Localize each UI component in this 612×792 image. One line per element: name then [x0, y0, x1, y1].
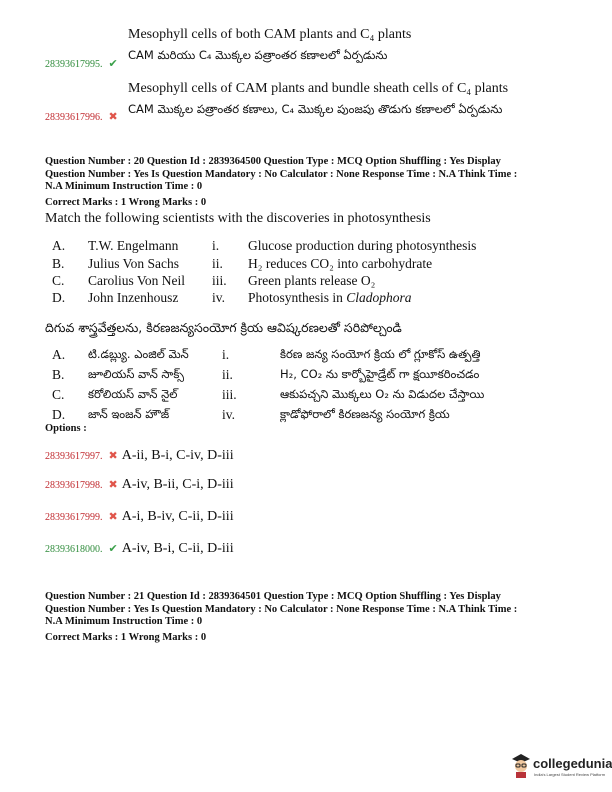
option-row[interactable] [45, 446, 234, 464]
match-row-en [52, 238, 65, 254]
options-label: Options : [45, 423, 87, 434]
row-numeral: iii. [222, 387, 237, 402]
prev-option-2-en: Mesophyll cells of CAM plants and bundle sheath cells of C₄ plants [128, 81, 509, 96]
q21-meta [45, 591, 517, 629]
row-numeral: i. [212, 238, 220, 253]
cross-icon: ✖ [108, 479, 118, 491]
row-scientist: T.W. Engelmann [88, 238, 179, 253]
q20-marks: Correct Marks : 1 Wrong Marks : 0 [45, 197, 207, 208]
q20-question-te: దిగువ శాస్త్రవేత్తలను, కిరణజన్యసంయోగ క్రియ ఆవిష్కరణలతో సరిపోల్చండి [45, 320, 402, 335]
row-scientist-te: జాన్ ఇంజన్ హౌజ్ [88, 407, 170, 421]
discovery-text: Photosynthesis in [248, 290, 347, 305]
q21-meta-line1: Question Number : 21 Question Id : 2839364501 Question Type : MCQ Option Shuffling : Yes Display [45, 591, 501, 602]
row-discovery: H₂ reduces CO₂ into carbohydrate [248, 256, 433, 271]
option-id: 28393617995. [45, 59, 103, 70]
collegedunia-logo [510, 750, 610, 784]
cross-icon: ✖ [108, 450, 118, 462]
option-row[interactable] [45, 507, 234, 525]
cross-icon: ✖ [108, 511, 118, 523]
row-letter: D. [52, 290, 66, 305]
discovery-italic: Cladophora [346, 290, 412, 305]
row-scientist: Carolius Von Neil [88, 273, 186, 288]
row-letter: A. [52, 238, 66, 253]
option-row[interactable] [45, 475, 234, 493]
q21-meta-line3: N.A Minimum Instruction Time : 0 [45, 616, 203, 627]
check-icon: ✔ [108, 58, 118, 70]
q21-marks: Correct Marks : 1 Wrong Marks : 0 [45, 632, 207, 643]
option-text: A-ii, B-i, C-iv, D-iii [121, 448, 234, 463]
row-letter: B. [52, 256, 65, 271]
row-numeral: iii. [212, 273, 227, 288]
row-letter: B. [52, 367, 65, 382]
cross-icon: ✖ [108, 111, 118, 123]
option-id: 28393617998. [45, 480, 103, 491]
row-scientist-te: జూలియస్ వాన్ సాక్స్ [88, 367, 185, 381]
option-text: A-iv, B-ii, C-i, D-iii [121, 477, 234, 492]
row-discovery: Green plants release O₂ [248, 273, 376, 288]
q20-meta-line2: Question Number : Yes Is Question Mandatory : No Calculator : None Response Time : N.A Think Time : [45, 168, 518, 180]
q20-meta-line3: N.A Minimum Instruction Time : 0 [45, 181, 203, 192]
row-discovery-te: ఆకుపచ్చని మొక్కలు O₂ ను విడుదల చేస్తాయి [280, 387, 485, 401]
row-scientist: Julius Von Sachs [88, 256, 180, 271]
row-discovery [248, 290, 412, 306]
row-scientist-te: కరోలియస్ వాన్ నైల్ [88, 387, 178, 401]
q20-question-en: Match the following scientists with the discoveries in photosynthesis [45, 211, 431, 226]
row-numeral: ii. [222, 367, 233, 382]
option-text: A-i, B-iv, C-ii, D-iii [121, 509, 234, 524]
row-discovery-te: క్లాడోఫోరాలో కిరణజన్య సంయోగ క్రియ [280, 407, 450, 421]
row-numeral: iv. [212, 290, 225, 305]
option-id: 28393617996. [45, 112, 103, 123]
prev-option-1-row [45, 54, 118, 72]
row-discovery: Glucose production during photosynthesis [248, 238, 477, 253]
row-discovery-te: కిరణ జన్య సంయోగ క్రియ లో గ్లూకోస్ ఉత్పత్తి [280, 347, 481, 361]
row-numeral: iv. [222, 407, 235, 422]
q20-meta-line1: Question Number : 20 Question Id : 2839364500 Question Type : MCQ Option Shuffling : Yes Display [45, 156, 501, 167]
row-letter: C. [52, 273, 65, 288]
prev-option-2-row [45, 107, 118, 125]
option-text: A-iv, B-i, C-ii, D-iii [121, 541, 234, 556]
option-id: 28393618000. [45, 544, 103, 555]
row-numeral: i. [222, 347, 230, 362]
prev-option-1-en: Mesophyll cells of both CAM plants and C₄ plants [128, 27, 412, 42]
row-scientist-te: టి.డబ్ల్యు. ఎంజిల్ మెన్ [88, 347, 189, 361]
option-row[interactable] [45, 539, 234, 557]
row-letter: C. [52, 387, 65, 402]
q20-meta [45, 156, 517, 194]
row-letter: A. [52, 347, 66, 362]
check-icon: ✔ [108, 543, 118, 555]
q21-meta-line2: Question Number : Yes Is Question Mandatory : No Calculator : None Response Time : N.A Think Time : [45, 603, 518, 615]
row-scientist: John Inzenhousz [88, 290, 179, 305]
graduate-mascot-icon [510, 752, 532, 778]
logo-tagline: India's Largest Student Review Platform [534, 772, 606, 777]
row-discovery-te: H₂, CO₂ ను కార్బోహైడ్రేట్ గా క్షయీకరించడం [280, 367, 480, 381]
option-id: 28393617999. [45, 512, 103, 523]
row-letter: D. [52, 407, 66, 422]
row-numeral: ii. [212, 256, 223, 271]
prev-option-1-te: CAM మరియు C₄ మొక్కల పత్రాంతర కణాలలో ఏర్పడును [128, 48, 388, 62]
option-id: 28393617997. [45, 451, 103, 462]
logo-name: collegedunia [533, 756, 612, 771]
prev-option-2-te: CAM మొక్కల పత్రాంతర కణాలు, C₄ మొక్కల పుంజపు తొడుగు కణాలలో ఏర్పడును [128, 102, 503, 116]
